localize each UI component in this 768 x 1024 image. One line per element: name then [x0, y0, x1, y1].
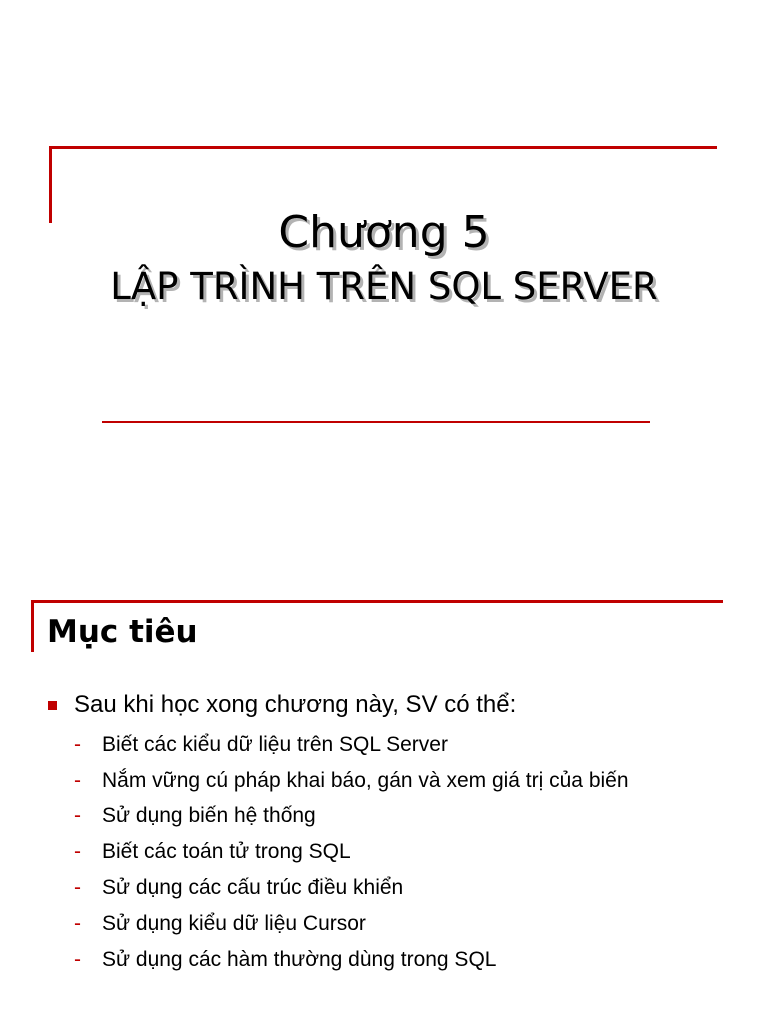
list-item-text: Sử dụng các cấu trúc điều khiển: [102, 876, 404, 900]
dash-bullet-icon: -: [74, 804, 81, 828]
section-heading: Mục tiêu: [47, 614, 198, 650]
dash-bullet-icon: -: [74, 732, 81, 756]
objectives-frame-left-rule: [31, 600, 34, 652]
list-item-text: Nắm vững cú pháp khai báo, gán và xem giá trị của biến: [102, 768, 629, 792]
list-item: [74, 763, 629, 799]
dash-bullet-icon: -: [74, 840, 81, 864]
list-item-text: Biết các kiểu dữ liệu trên SQL Server: [102, 732, 448, 756]
dash-bullet-icon: -: [74, 947, 81, 971]
chapter-title: LẬP TRÌNH TRÊN SQL SERVER: [110, 265, 658, 308]
list-item: [74, 799, 629, 835]
list-item: [74, 906, 629, 942]
list-item: [74, 870, 629, 906]
list-item-text: Sử dụng kiểu dữ liệu Cursor: [102, 911, 366, 935]
list-item-text: Sử dụng biến hệ thống: [102, 804, 316, 828]
list-item: [74, 942, 629, 978]
objectives-slide: [0, 512, 768, 1024]
dash-bullet-icon: -: [74, 876, 81, 900]
title-block: [0, 205, 768, 313]
objectives-list: [74, 727, 629, 978]
list-item: [74, 727, 629, 763]
chapter-number: Chương 5: [278, 207, 490, 258]
list-item-text: Sử dụng các hàm thường dùng trong SQL: [102, 947, 497, 971]
objectives-frame-top-rule: [31, 600, 723, 603]
list-item-text: Biết các toán tử trong SQL: [102, 840, 351, 864]
square-bullet-icon: [48, 701, 57, 710]
main-bullet: [48, 688, 516, 722]
dash-bullet-icon: -: [74, 768, 81, 792]
title-frame-top-rule: [49, 146, 717, 149]
dash-bullet-icon: -: [74, 911, 81, 935]
main-bullet-text: Sau khi học xong chương này, SV có thể:: [74, 691, 517, 718]
subtitle-divider: [102, 421, 650, 423]
list-item: [74, 834, 629, 870]
